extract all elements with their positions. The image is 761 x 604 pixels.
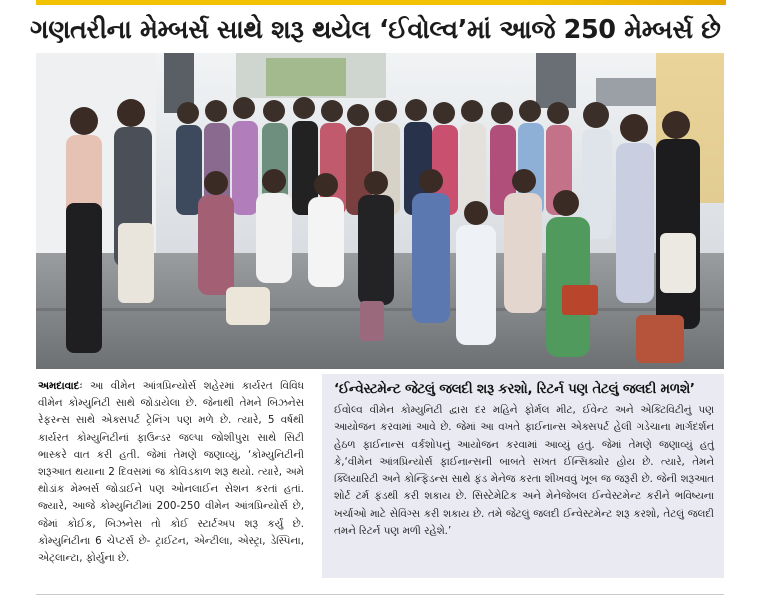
group-photo <box>36 53 724 369</box>
article-headline: ગણતરીના મેમ્બર્સ સાથે શરૂ થયેલ ‘ઈવોલ્વ’માં આજે 250 મેમ્બર્સ છે <box>30 15 721 45</box>
sidebar-subheadline: ‘ઈન્વેસ્ટમેન્ટ જેટલું જલદી શરૂ કરશો, રિટર્ન પણ તેટલું જલદી મળશે’ <box>334 382 695 397</box>
bottom-divider <box>36 594 724 595</box>
sidebar-box <box>322 374 724 578</box>
sidebar-body: ઈવોલ્વ વીમેન કોમ્યુનિટી દ્વારા દર મહિને ફોર્મલ મીટ, ઈવેન્ટ અને એક્ટિવિટીનું પણ આયોજન કરવામાં આવે છે. જેમાં આ વખતે ફાઈનાન્સ એક્સપર્ટ હેલી ગડેચાના માર્ગદર્શન હેઠળ ફાઈનાન્સ વર્કશોપનું આયોજન કરવામાં આવ્યું હતું. જેમાં તેમણે જણાવ્યું હતું કે,‘વીમેન આંત્રપ્રિન્યોર્સ ફાઈનાન્સની બાબતે સખત ઈન્સિક્યોર હોય છે. ત્યારે, તેમને ક્લિયારિટી અને કોન્ફિડન્સ સાથે ફંડ મેનેજ કરતા શીખવવું ખૂબ જ જરૂરી છે. જેની શરૂઆત શોર્ટ ટર્મ ફંડથી કરી શકાય છે. સિસ્ટેમેટિક અને મેનેજેબલ ઈન્વેસ્ટમેન્ટ કરીને ભવિષ્યના ખર્ચાઓ માટે સેવિંગ્સ કરી શકાય છે. તમે જેટલું જલદી ઈન્વેસ્ટમેન્ટ શરૂ કરશો, તેટલું જલદી તમને રિટર્ન પણ મળી રહેશે.’ <box>334 404 714 538</box>
article-left-column <box>38 378 304 588</box>
group-photo-illustration <box>36 53 724 369</box>
left-column-body: આ વીમેન આંત્રપ્રિન્યોર્સ શહેરમાં કાર્યરત વિવિધ વીમેન કોમ્યુનિટી સાથે જોડાયેલા છે. જેનાથી તેમને બિઝનેસ રેફરન્સ સાથે એક્સપર્ટ ટ્રેનિંગ પણ મળે છે. ત્યારે, 5 વર્ષથી કાર્યરત કોમ્યુનિટીનાં ફાઉન્ડર જલ્પા જોશીપુરા સાથે સિટી ભાસ્કરે વાત કરી હતી. જેમાં તેમણે જણાવ્યું, ‘કોમ્યુનિટીની શરૂઆત થયાના 2 દિવસમાં જ કોવિડકાળ શરૂ થયો. ત્યારે, અમે થોડાંક મેમ્બર્સ જોડાઈને પણ ઓનલાઈન સેશન કરતાં હતાં. જ્યારે, આજે કોમ્યુનિટીમાં 200-250 વીમેન આંત્રપ્રિન્યોર્સ છે, જેમાં કોઈક, બિઝનેસ તો કોઈ સ્ટાર્ટઅપ શરૂ કર્યું છે. કોમ્યુનિટીના 6 ચેપ્ટર્સ છે- ટ્રાઈટન, એન્ટીલા, એસ્ટ્રા, ડેસ્પિના, એટ્લાન્ટા, ફોર્યુના છે. <box>38 380 304 565</box>
top-accent-strip <box>36 0 726 5</box>
dateline: અમદાવાદઃ <box>38 380 83 392</box>
